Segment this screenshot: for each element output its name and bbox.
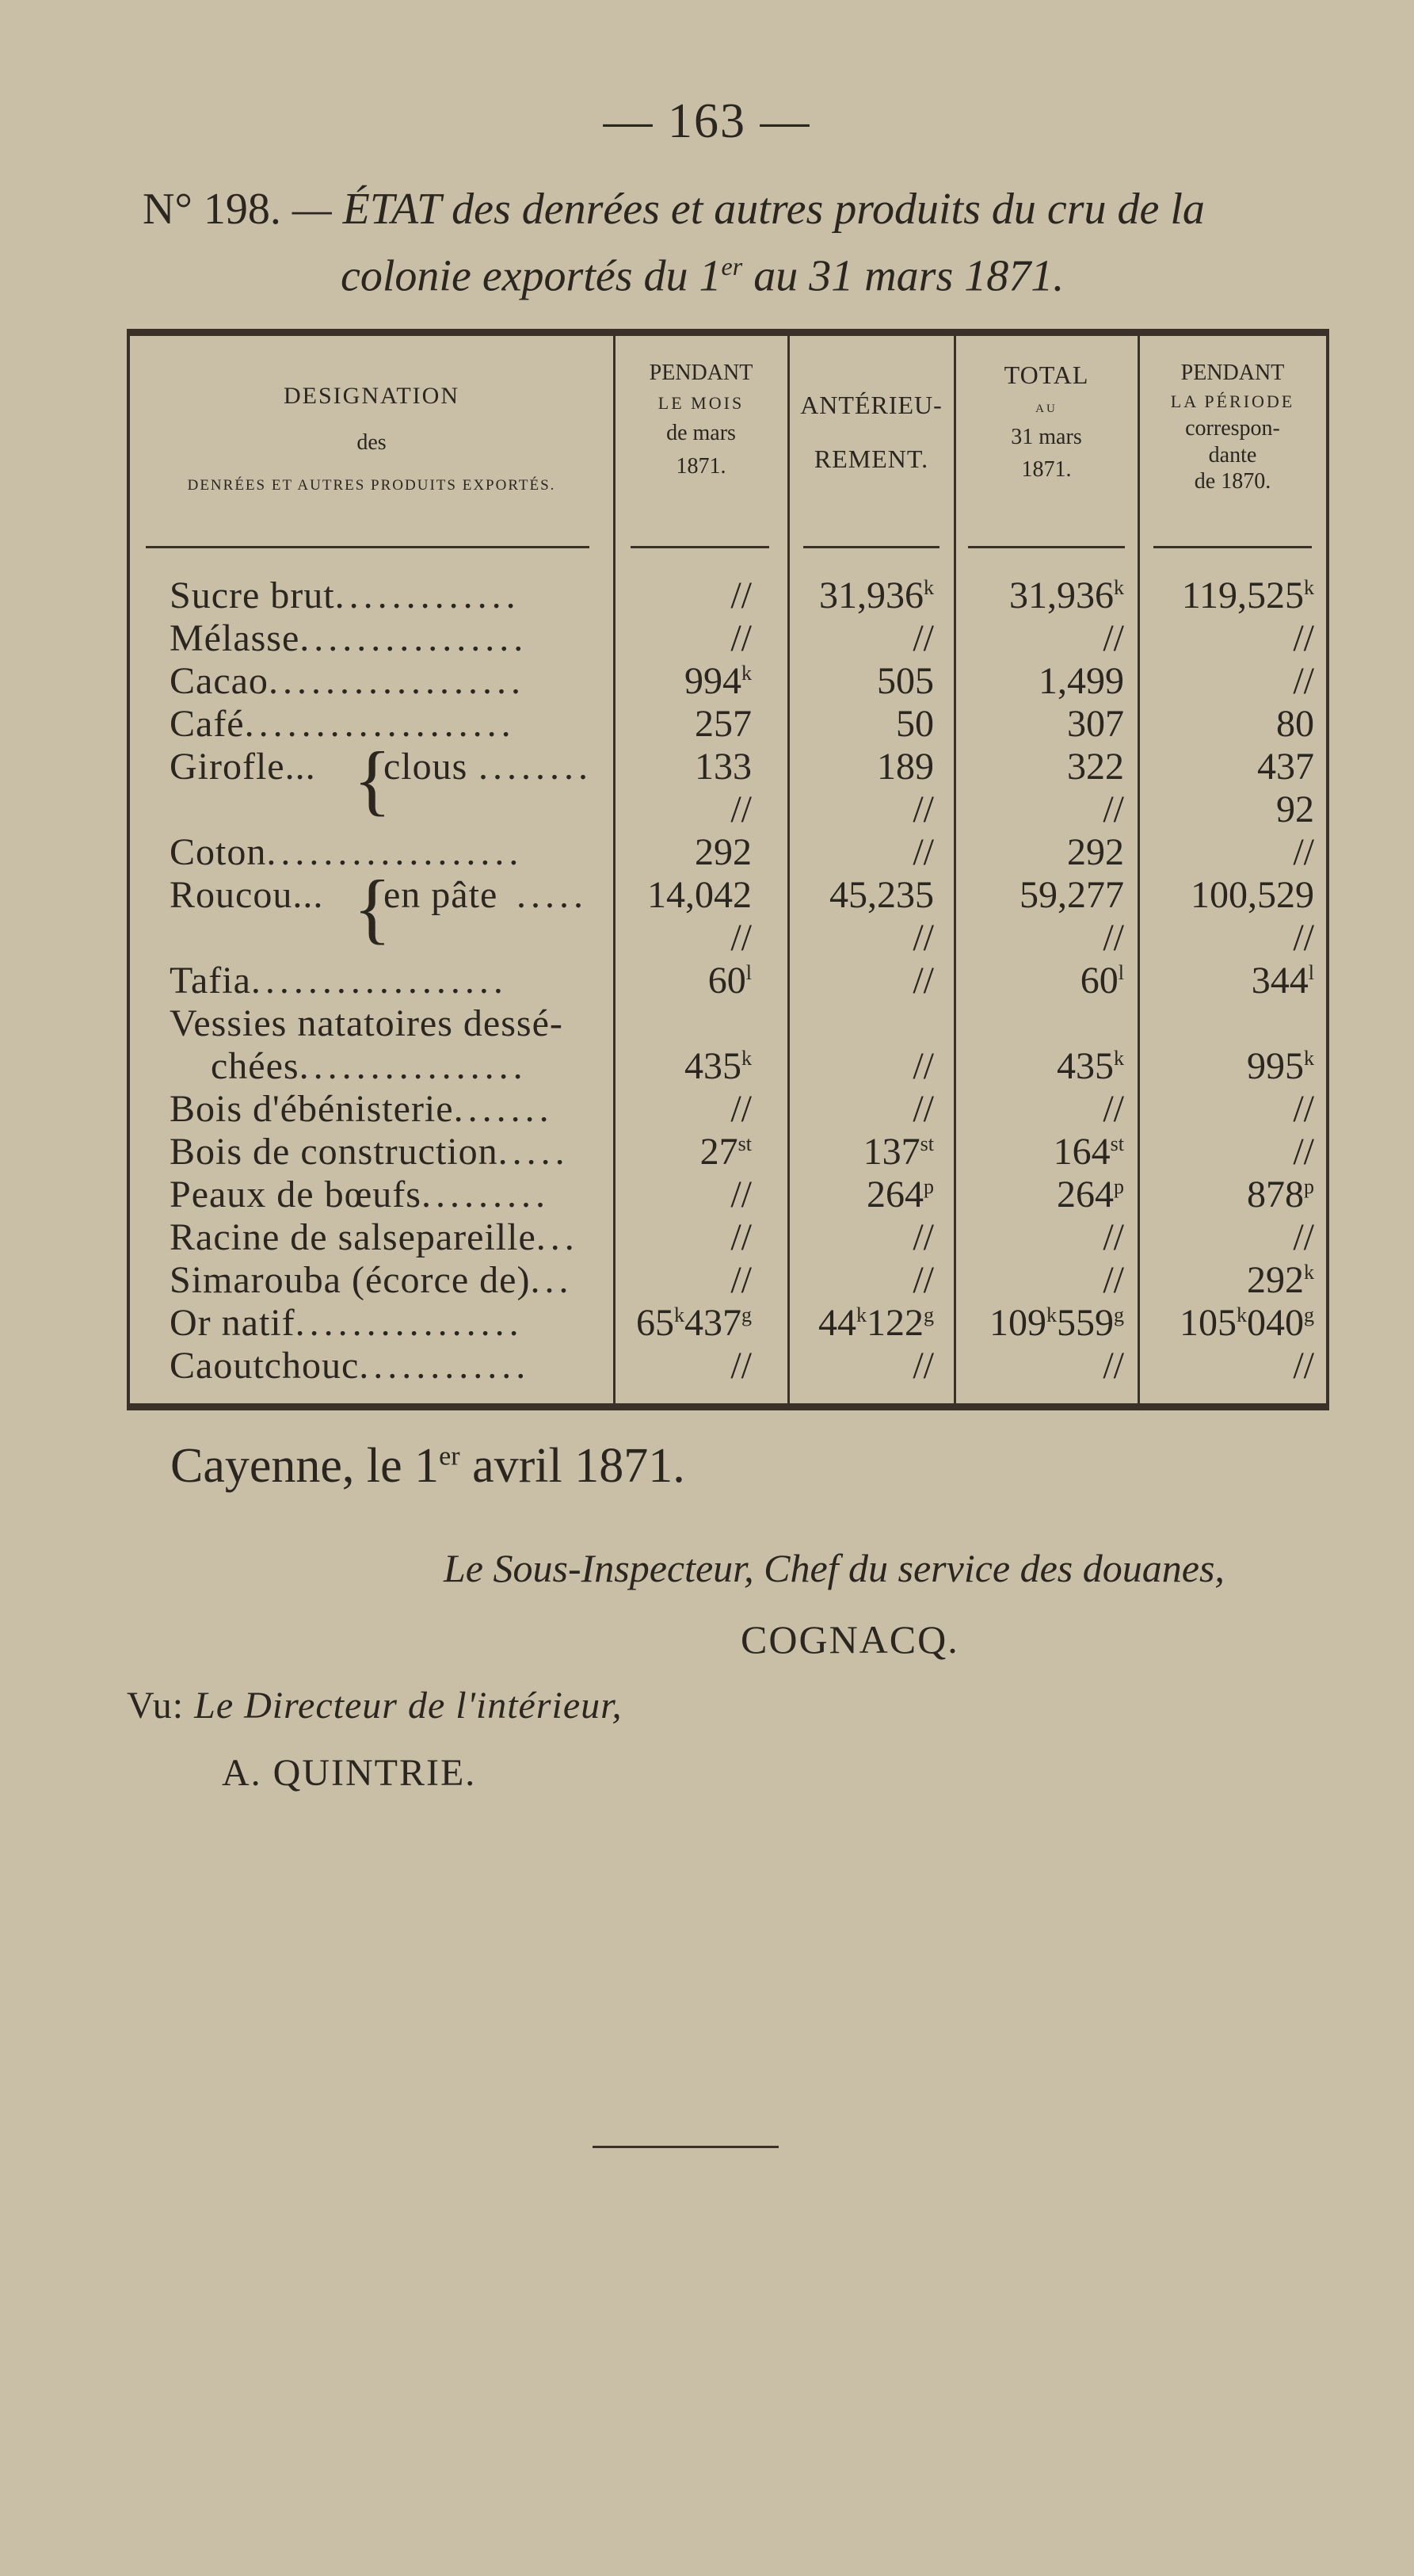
value-cell xyxy=(1152,1344,1314,1387)
value-cell xyxy=(974,745,1124,788)
value-number: 59,277 xyxy=(1020,874,1124,916)
value-number: // xyxy=(730,1259,752,1301)
value-number: // xyxy=(913,917,934,959)
header-col-anterior-l1: ANTÉRIEU- xyxy=(800,391,943,419)
value-number: // xyxy=(913,960,934,1002)
table-row xyxy=(130,1044,1326,1089)
value-number: 437 xyxy=(1257,746,1314,788)
value-cell xyxy=(621,873,752,917)
leader-dots: ........ xyxy=(478,746,593,788)
header-col-march-l3: de mars xyxy=(666,420,736,445)
value-cell xyxy=(621,830,752,874)
product-name: Roucou... xyxy=(170,874,324,916)
header-col-1870-l4: dante xyxy=(1208,442,1257,467)
unit-suffix: st xyxy=(737,1132,752,1155)
end-rule xyxy=(593,2146,779,2148)
header-col-anterior-l2: REMENT. xyxy=(814,445,929,474)
title-line2-end: au 31 mars 1871. xyxy=(742,251,1065,301)
value-number: 65 xyxy=(636,1302,674,1344)
header-rule xyxy=(968,546,1125,548)
value-number: 995 xyxy=(1247,1045,1304,1087)
value-number: 164 xyxy=(1053,1131,1111,1173)
value-number: // xyxy=(1103,788,1124,830)
value-cell xyxy=(1152,1301,1314,1345)
value-number: 1,499 xyxy=(1039,660,1124,702)
value-number: 292 xyxy=(695,831,752,873)
leader-dots: .................. xyxy=(268,660,525,702)
approval-line xyxy=(127,1684,623,1727)
document-title xyxy=(143,181,1347,305)
header-col-anterior xyxy=(789,390,954,475)
value-number: 137 xyxy=(863,1131,920,1173)
value-cell xyxy=(621,616,752,660)
value-cell xyxy=(974,1215,1124,1259)
unit-suffix-2: g xyxy=(924,1303,934,1326)
value-cell xyxy=(974,788,1124,831)
value-cell xyxy=(799,1087,934,1131)
value-cell xyxy=(799,1301,934,1345)
value-cell xyxy=(1152,830,1314,874)
header-col-1870 xyxy=(1139,360,1326,495)
value-cell xyxy=(974,1087,1124,1131)
header-col-total-l4: 1871. xyxy=(1021,457,1072,483)
value-number: // xyxy=(913,1259,934,1301)
value-number: 31,936 xyxy=(1009,574,1114,616)
table-row xyxy=(130,1002,1326,1046)
brace-glyph: { xyxy=(353,864,392,952)
value-number: // xyxy=(730,1216,752,1258)
value-cell xyxy=(621,916,752,960)
value-cell xyxy=(1152,745,1314,788)
value-number: // xyxy=(913,831,934,873)
value-cell xyxy=(621,1044,752,1088)
leader-dots: ... xyxy=(530,1259,574,1301)
value-number: 292 xyxy=(1247,1259,1304,1301)
leader-dots: ..... xyxy=(516,874,588,916)
table-row xyxy=(130,830,1326,875)
product-subtype: en pâte xyxy=(383,874,498,916)
value-number: // xyxy=(913,617,934,659)
value-number-2: 437 xyxy=(684,1302,741,1344)
value-cell xyxy=(974,959,1124,1002)
product-name: Tafia xyxy=(170,960,251,1002)
table-row xyxy=(130,916,1326,960)
value-cell xyxy=(974,916,1124,960)
unit-suffix-2: g xyxy=(1304,1303,1314,1326)
value-number: // xyxy=(1293,660,1314,702)
value-number: 505 xyxy=(877,660,934,702)
value-number: 292 xyxy=(1067,831,1124,873)
value-number: 435 xyxy=(684,1045,741,1087)
header-designation-sub: DENRÉES ET AUTRES PRODUITS EXPORTÉS. xyxy=(187,476,556,494)
value-number: 435 xyxy=(1057,1045,1114,1087)
value-number: 44 xyxy=(818,1302,856,1344)
value-number: // xyxy=(730,617,752,659)
title-line1: — ÉTAT des denrées et autres produits du cru de la xyxy=(292,185,1205,234)
leader-dots: .................. xyxy=(250,960,508,1002)
value-cell xyxy=(974,1258,1124,1302)
value-cell xyxy=(974,873,1124,917)
product-name: Café xyxy=(170,703,245,745)
value-cell xyxy=(1152,1130,1314,1174)
value-number: 60 xyxy=(707,960,746,1002)
value-number: // xyxy=(1293,1345,1314,1387)
header-designation-des: des xyxy=(356,430,387,455)
header-designation xyxy=(138,382,605,494)
header-col-total xyxy=(955,360,1138,483)
value-cell xyxy=(799,788,934,831)
value-number: // xyxy=(1103,1259,1124,1301)
leader-dots: ................ xyxy=(295,1302,524,1344)
value-number: 80 xyxy=(1276,703,1314,745)
row-label xyxy=(170,1002,724,1045)
value-number: 264 xyxy=(867,1174,924,1215)
value-cell xyxy=(621,1215,752,1259)
value-number: // xyxy=(1293,1216,1314,1258)
approval-label: Vu: xyxy=(127,1685,185,1727)
value-number: // xyxy=(730,917,752,959)
value-cell xyxy=(1152,659,1314,703)
value-cell xyxy=(974,616,1124,660)
product-name: Caoutchouc xyxy=(170,1345,360,1387)
page-number: — 163 — xyxy=(603,94,811,148)
value-number: // xyxy=(730,788,752,830)
value-cell xyxy=(799,574,934,617)
title-line2 xyxy=(143,238,1347,305)
approval-title: Le Directeur de l'intérieur, xyxy=(194,1685,623,1727)
value-number: // xyxy=(913,1045,934,1087)
table-row xyxy=(130,1215,1326,1260)
product-name: Bois de construction xyxy=(170,1131,498,1173)
value-cell xyxy=(799,1215,934,1259)
product-name: Coton xyxy=(170,831,267,873)
title-line2-text: colonie exportés du 1 xyxy=(341,251,722,301)
value-number: // xyxy=(730,574,752,616)
value-cell xyxy=(621,1130,752,1174)
value-number: // xyxy=(1103,1088,1124,1130)
value-number-2: 122 xyxy=(867,1302,924,1344)
table-row xyxy=(130,1258,1326,1303)
table-row xyxy=(130,1087,1326,1132)
value-cell xyxy=(1152,1258,1314,1302)
value-cell xyxy=(799,1044,934,1088)
header-col-total-l2: au xyxy=(1035,396,1058,417)
value-number: // xyxy=(1293,917,1314,959)
value-cell xyxy=(621,1173,752,1216)
value-cell xyxy=(1152,574,1314,617)
value-cell xyxy=(799,1173,934,1216)
unit-suffix: k xyxy=(741,662,752,685)
leader-dots: .................. xyxy=(266,831,524,873)
value-cell xyxy=(1152,1087,1314,1131)
place-date-text: Cayenne, le 1 xyxy=(170,1439,440,1493)
value-cell xyxy=(621,1258,752,1302)
table-row xyxy=(130,659,1326,704)
exports-table xyxy=(127,329,1329,1410)
product-name: chées xyxy=(170,1045,299,1087)
value-number: // xyxy=(913,1088,934,1130)
header-rule xyxy=(803,546,939,548)
unit-suffix-2: g xyxy=(741,1303,752,1326)
value-cell xyxy=(799,1258,934,1302)
table-row xyxy=(130,1130,1326,1174)
value-cell xyxy=(621,745,752,788)
header-col-march-l2: LE MOIS xyxy=(657,392,745,413)
value-cell xyxy=(621,788,752,831)
table-row xyxy=(130,864,1326,952)
value-number: 133 xyxy=(695,746,752,788)
leader-dots: ............ xyxy=(359,1345,531,1387)
value-cell xyxy=(799,959,934,1002)
product-name: Girofle... xyxy=(170,746,316,788)
header-col-1870-l2: LA PÉRIODE xyxy=(1170,391,1295,411)
value-number: 878 xyxy=(1247,1174,1304,1215)
value-cell xyxy=(799,702,934,746)
header-rule xyxy=(1153,546,1312,548)
table-row xyxy=(130,959,1326,1003)
value-cell xyxy=(974,1344,1124,1387)
leader-dots: ................... xyxy=(244,703,516,745)
value-cell xyxy=(799,745,934,788)
value-cell xyxy=(799,830,934,874)
value-cell xyxy=(1152,1044,1314,1088)
unit-suffix: k xyxy=(1114,576,1124,599)
value-number: // xyxy=(913,788,934,830)
title-line2-sup: er xyxy=(721,252,743,280)
value-cell xyxy=(1152,616,1314,660)
value-cell xyxy=(621,574,752,617)
value-number: // xyxy=(730,1088,752,1130)
table-row xyxy=(130,702,1326,746)
leader-dots: ................ xyxy=(299,1045,528,1087)
value-number: // xyxy=(1293,1131,1314,1173)
value-number: // xyxy=(1293,617,1314,659)
table-row xyxy=(130,574,1326,618)
unit-suffix: k xyxy=(1114,1047,1124,1070)
unit-suffix: k xyxy=(1304,576,1314,599)
value-cell xyxy=(799,1130,934,1174)
leader-dots: ......... xyxy=(421,1174,550,1215)
table-row xyxy=(130,1173,1326,1217)
header-col-1870-l5: de 1870. xyxy=(1194,469,1271,494)
value-number: 264 xyxy=(1057,1174,1114,1215)
leader-dots: ............. xyxy=(334,574,520,616)
value-cell xyxy=(974,659,1124,703)
header-col-1870-l1: PENDANT xyxy=(1180,361,1285,385)
value-number: 307 xyxy=(1067,703,1124,745)
header-designation-title: DESIGNATION xyxy=(284,383,459,409)
value-number: 257 xyxy=(695,703,752,745)
value-cell xyxy=(621,702,752,746)
value-cell xyxy=(799,1344,934,1387)
value-cell xyxy=(974,830,1124,874)
value-number: // xyxy=(730,1345,752,1387)
value-number: 92 xyxy=(1276,788,1314,830)
value-cell xyxy=(621,659,752,703)
value-cell xyxy=(1152,873,1314,917)
product-name: Peaux de bœufs xyxy=(170,1174,421,1215)
header-col-march xyxy=(615,360,787,479)
value-number: 31,936 xyxy=(819,574,924,616)
product-name: Vessies natatoires dessé- xyxy=(170,1002,563,1044)
unit-suffix: k xyxy=(1304,1261,1314,1284)
value-cell xyxy=(621,1344,752,1387)
value-cell xyxy=(974,1173,1124,1216)
unit-suffix: st xyxy=(1110,1132,1124,1155)
approval-name: A. QUINTRIE. xyxy=(222,1752,477,1794)
value-number: // xyxy=(913,1216,934,1258)
value-number: // xyxy=(1293,831,1314,873)
product-name: Or natif xyxy=(170,1302,295,1344)
title-number: N° 198. xyxy=(143,185,281,234)
value-number: 994 xyxy=(684,660,741,702)
value-number: 50 xyxy=(896,703,934,745)
value-cell xyxy=(1152,1173,1314,1216)
value-cell xyxy=(621,959,752,1002)
table-row xyxy=(130,788,1326,832)
value-cell xyxy=(1152,959,1314,1002)
product-name: Bois d'ébénisterie xyxy=(170,1088,454,1130)
value-cell xyxy=(621,1087,752,1131)
unit-suffix: p xyxy=(924,1175,934,1198)
value-cell xyxy=(799,873,934,917)
value-number: 105 xyxy=(1180,1302,1237,1344)
product-subtype: clous xyxy=(383,746,468,788)
unit-suffix: k xyxy=(1304,1047,1314,1070)
value-cell xyxy=(799,659,934,703)
place-date xyxy=(170,1438,685,1494)
unit-suffix: l xyxy=(745,961,752,984)
value-cell xyxy=(621,1301,752,1345)
value-cell xyxy=(974,574,1124,617)
product-name: Sucre brut xyxy=(170,574,335,616)
value-number: // xyxy=(913,1345,934,1387)
leader-dots: ................ xyxy=(299,617,528,659)
unit-suffix: k xyxy=(1046,1303,1057,1326)
value-number: 100,529 xyxy=(1191,874,1314,916)
unit-suffix: st xyxy=(920,1132,934,1155)
value-cell xyxy=(1152,702,1314,746)
header-rule xyxy=(631,546,769,548)
value-number: // xyxy=(1293,1088,1314,1130)
value-cell xyxy=(974,702,1124,746)
value-cell xyxy=(974,1130,1124,1174)
value-number: 45,235 xyxy=(829,874,934,916)
table-row xyxy=(130,616,1326,661)
header-rule xyxy=(146,546,589,548)
header-col-march-l1: PENDANT xyxy=(649,361,753,385)
header-col-1870-l3: correspon- xyxy=(1185,415,1280,441)
table-row xyxy=(130,1344,1326,1388)
value-cell xyxy=(974,1044,1124,1088)
value-number: 119,525 xyxy=(1181,574,1304,616)
value-number: // xyxy=(1103,917,1124,959)
header-col-total-l1: TOTAL xyxy=(1004,361,1089,389)
product-name: Cacao xyxy=(170,660,269,702)
value-cell xyxy=(799,916,934,960)
value-number: 322 xyxy=(1067,746,1124,788)
unit-suffix: k xyxy=(924,576,934,599)
value-cell xyxy=(799,616,934,660)
value-number: 27 xyxy=(699,1131,738,1173)
value-number: 189 xyxy=(877,746,934,788)
leader-dots: ....... xyxy=(453,1088,554,1130)
unit-suffix: k xyxy=(1237,1303,1247,1326)
unit-suffix: k xyxy=(741,1047,752,1070)
value-number: // xyxy=(1103,1345,1124,1387)
leader-dots: ..... xyxy=(497,1131,570,1173)
value-cell xyxy=(974,1301,1124,1345)
value-number-2: 040 xyxy=(1247,1302,1304,1344)
value-cell xyxy=(1152,916,1314,960)
value-number: 109 xyxy=(989,1302,1046,1344)
unit-suffix: k xyxy=(674,1303,684,1326)
place-date-sup: er xyxy=(439,1441,460,1471)
header-col-march-l4: 1871. xyxy=(676,453,726,479)
unit-suffix: p xyxy=(1114,1175,1124,1198)
unit-suffix: l xyxy=(1308,961,1314,984)
product-name: Mélasse xyxy=(170,617,300,659)
value-number: // xyxy=(1103,1216,1124,1258)
value-cell xyxy=(1152,788,1314,831)
header-col-total-l3: 31 mars xyxy=(1011,424,1082,449)
signature-title: Le Sous-Inspecteur, Chef du service des douanes, xyxy=(444,1546,1225,1590)
unit-suffix-2: g xyxy=(1114,1303,1124,1326)
value-number: // xyxy=(1103,617,1124,659)
product-name: Simarouba (écorce de) xyxy=(170,1259,531,1301)
unit-suffix: p xyxy=(1304,1175,1314,1198)
brace-glyph: { xyxy=(353,735,392,823)
unit-suffix: k xyxy=(856,1303,867,1326)
value-number: 60 xyxy=(1080,960,1119,1002)
value-number: // xyxy=(730,1174,752,1215)
product-name: Racine de salsepareille xyxy=(170,1216,536,1258)
leader-dots: ... xyxy=(535,1216,579,1258)
value-number-2: 559 xyxy=(1057,1302,1114,1344)
unit-suffix: l xyxy=(1118,961,1124,984)
value-cell xyxy=(1152,1215,1314,1259)
value-number: 14,042 xyxy=(647,874,752,916)
signature-name: COGNACQ. xyxy=(741,1617,959,1662)
place-date-end: avril 1871. xyxy=(459,1439,685,1493)
table-row xyxy=(130,1301,1326,1345)
value-number: 344 xyxy=(1251,960,1309,1002)
